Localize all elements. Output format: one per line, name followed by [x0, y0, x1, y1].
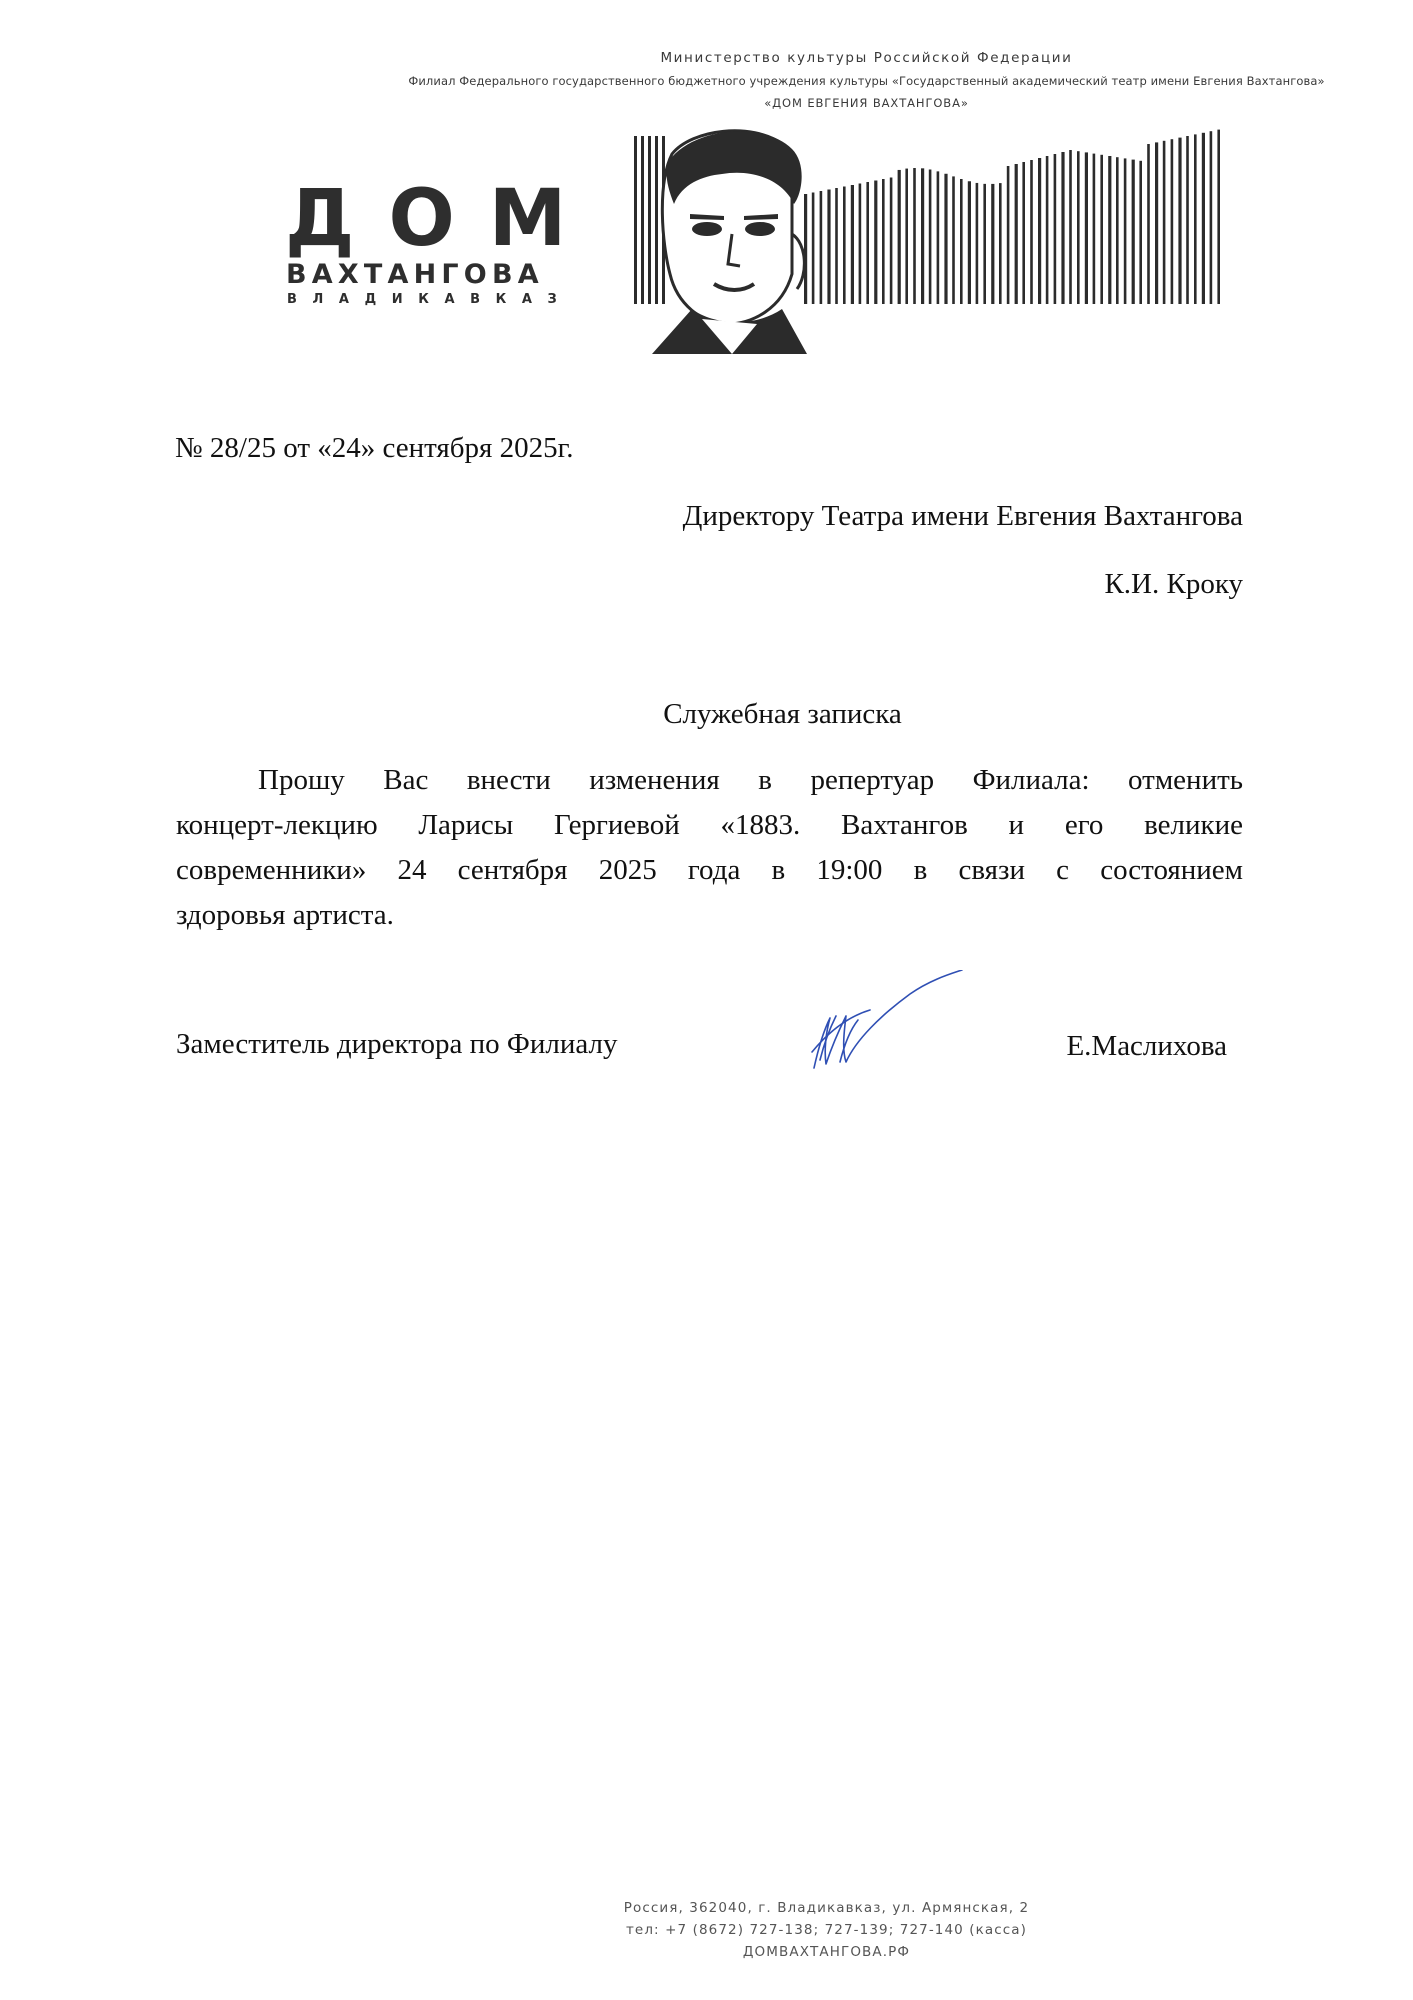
addressee-position: Директору Театра имени Евгения Вахтангова — [682, 500, 1243, 532]
memo-body-line: здоровья артиста. — [176, 899, 394, 931]
signer-name: Е.Маслихова — [1066, 1030, 1227, 1062]
logo-line-city: ВЛАДИКАВКАЗ — [287, 292, 573, 307]
memo-body-line: концерт-лекцию Ларисы Гергиевой «1883. Вахтангов и его великие — [176, 809, 1243, 841]
footer-website: ДОМВАХТАНГОВА.РФ — [742, 1944, 911, 1960]
logo-line-dom: ДОМ — [285, 174, 601, 264]
document-number: № 28/25 от «24» сентября 2025г. — [175, 432, 574, 464]
vakhtangov-portrait-icon — [632, 124, 1232, 354]
handwritten-signature — [800, 970, 980, 1080]
logo-line-vakhtangova: ВАХТАНГОВА — [286, 259, 544, 290]
memo-body-line: Прошу Вас внести изменения в репертуар Филиала: отменить — [258, 764, 1243, 796]
house-header: «ДОМ ЕВГЕНИЯ ВАХТАНГОВА» — [764, 96, 969, 110]
signer-position: Заместитель директора по Филиалу — [176, 1028, 618, 1060]
footer-phones: тел: +7 (8672) 727-138; 727-139; 727-140 (касса) — [625, 1922, 1028, 1938]
footer-address: Россия, 362040, г. Владикавказ, ул. Армянская, 2 — [623, 1900, 1030, 1916]
ministry-header: Министерство культуры Российской Федерации — [660, 50, 1073, 66]
branch-header: Филиал Федерального государственного бюджетного учреждения культуры «Государственный академический театр имени Евгения Вахтангова» — [408, 74, 1325, 88]
memo-body — [176, 758, 1243, 938]
memo-title: Служебная записка — [663, 698, 902, 730]
memo-body-line: современники» 24 сентября 2025 года в 19:00 в связи с состоянием — [176, 854, 1243, 886]
addressee-name: К.И. Кроку — [1104, 568, 1243, 600]
theatre-logo — [285, 174, 601, 310]
